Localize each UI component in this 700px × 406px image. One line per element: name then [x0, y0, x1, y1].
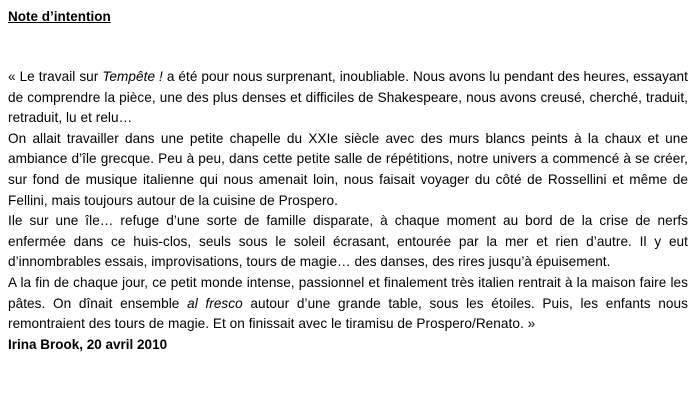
paragraph-text: a été pour nous surprenant, inoubliable. Nous avons lu pendant des heures, essayant de comprendre la pièce, une des plus denses et difficiles de Shakespeare, nous avons creusé, cherché, traduit, retraduit, lu et relu…: [8, 69, 688, 126]
paragraph-text: autour d’une grande table, sous les étoiles. Puis, les enfants nous remontraient des tours de magie. Et on finissait avec le tiramisu de Prospero/Renato. »: [8, 295, 688, 332]
signature: Irina Brook, 20 avril 2010: [8, 336, 168, 352]
paragraph-text: « Le travail sur: [8, 69, 103, 84]
al-fresco-emphasis: al fresco: [187, 295, 243, 311]
play-title-emphasis: Tempête !: [102, 69, 163, 84]
paragraph-4: [8, 273, 688, 335]
document-body: [8, 67, 688, 335]
paragraph-2: [8, 129, 688, 211]
paragraph-text: A la fin de chaque jour, ce petit monde intense, passionnel et finalement très italien rentrait à la maison faire les pâtes. On dînait ensemble: [8, 274, 688, 311]
paragraph-text: On allait travailler dans une petite chapelle du XXIe siècle avec des murs blancs peints à la chaux et une ambiance d’île grecque. Peu à peu, dans cette petite salle de répétitions, notre univers a commencé à se créer, sur fond de musique italienne qui nous amenait loin, nous faisait voyager du côté de Rossellini et même de Fellini, mais toujours autour de la cuisine de Prospero.: [8, 130, 688, 208]
paragraph-3: [8, 211, 688, 273]
document-title: Note d’intention: [8, 9, 111, 24]
paragraph-text: Ile sur une île… refuge d’une sorte de famille disparate, à chaque moment au bord de la crise de nerfs enfermée dans ce huis-clos, seuls sous le soleil écrasant, entourée par la mer et rien d’autre. Il y eut d’innombrables essais, improvisations, tours de magie… des danses, des rires jusqu’à épuisement.: [8, 213, 688, 270]
paragraph-1: [8, 67, 688, 129]
